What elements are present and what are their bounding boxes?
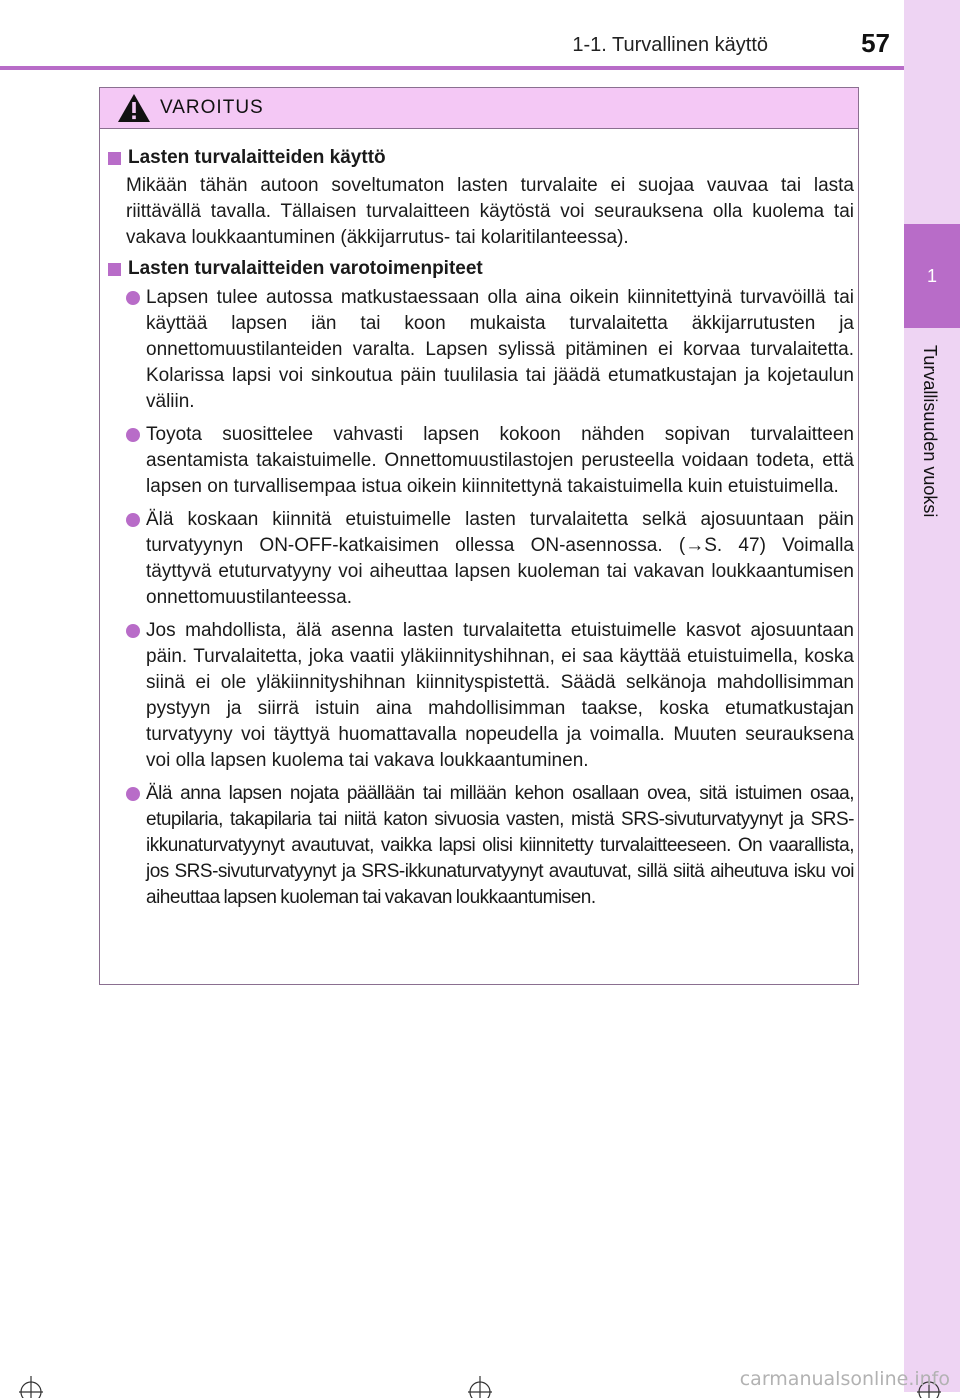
warning-header xyxy=(100,88,858,129)
list-item-text: Lapsen tulee autossa matkustaessaan olla aina oikein kiinnitettyinä turvavöillä tai käyttää lapsen iän tai koon mukaista turvalaitetta äkkijarrutusten ja onnettomuustilanteiden varalta. Lapsen sylissä pitäminen ei korvaa turvalaitetta. Kolarissa lapsi voi sinkoutua päin tuulilasia tai jäädä etumatkustajan ja kojetaulun väliin. xyxy=(146,287,854,412)
crop-mark-icon xyxy=(465,1368,495,1398)
warning-box xyxy=(99,87,859,985)
square-bullet-icon xyxy=(108,152,121,165)
chapter-label: Turvallisuuden vuoksi xyxy=(920,345,940,518)
header-divider xyxy=(0,66,904,70)
page-header-title: 1-1. Turvallinen käyttö xyxy=(572,34,768,56)
list-item xyxy=(106,507,854,611)
list-item xyxy=(106,285,854,415)
round-bullet-icon xyxy=(126,624,140,638)
list-item-text: Älä anna lapsen nojata päällään tai millään kehon osallaan ovea, sitä istuimen osaa, etupilaria, takapilaria tai niitä katon sivuosia vasten, mistä SRS-sivuturvatyynyt ja SRS-ikkunaturvatyynyt avautuvat, vaikka lapsi olisi kiinnitetty turvalaitteeseen. On vaarallista, jos SRS-sivuturvatyynyt ja SRS-ikkunaturvatyynyt avautuvat, sillä siitä aiheutuva isku voi aiheuttaa lapsen kuoleman tai vakavan loukkaantumisen. xyxy=(146,783,854,908)
round-bullet-icon xyxy=(126,787,140,801)
precaution-list xyxy=(106,285,854,911)
page-number: 57 xyxy=(861,28,890,58)
section-heading xyxy=(106,145,854,171)
section-heading xyxy=(106,256,854,282)
warning-title: VAROITUS xyxy=(160,97,264,118)
chapter-side-tab xyxy=(904,0,960,1392)
list-item xyxy=(106,422,854,500)
section-heading-text: Lasten turvalaitteiden käyttö xyxy=(128,147,386,168)
list-item-text: Toyota suosittelee vahvasti lapsen kokoon nähden sopivan turvalaitteen asentamista takaistuimelle. Onnettomuustilastojen perusteella voidaan todeta, että lapsen on turvallisempaa istua oikein kiinnitettynä takaistuimella kuin etuistuimella. xyxy=(146,424,854,497)
square-bullet-icon xyxy=(108,263,121,276)
section-child-seat-use xyxy=(106,145,854,251)
list-item-text: Älä koskaan kiinnitä etuistuimelle lasten turvalaitetta selkä ajosuuntaan päin turvatyynyn ON-OFF-katkaisimen ollessa ON-asennossa. (→S. 47) Voimalla täyttyvä etuturvatyyny voi aiheuttaa lapsen kuoleman tai vakavan loukkaantumisen onnettomuustilanteessa. xyxy=(146,509,854,608)
chapter-number: 1 xyxy=(926,266,937,286)
list-item-text: Jos mahdollista, älä asenna lasten turvalaitetta etuistuimelle kasvot ajosuuntaan päin. Turvalaitetta, joka vaatii yläkiinnityshihnan, ei saa käyttää etuistuimella, koska siinä ei ole yläkiinnityshihnan kiinnityspistettä. Säädä selkänoja mahdollisimman pystyyn ja siirrä istuin aina mahdollisimman taakse, koska etumatkustajan turvatyyny voi täyttyä huomattavalla nopeudella ja voimalla. Muuten seurauksena voi olla lapsen kuolema tai vakava loukkaantuminen. xyxy=(146,620,854,771)
round-bullet-icon xyxy=(126,428,140,442)
round-bullet-icon xyxy=(126,513,140,527)
section-child-seat-precautions xyxy=(106,256,854,918)
list-item xyxy=(106,618,854,774)
section-body-text: Mikään tähän autoon soveltumaton lasten turvalaite ei suojaa vauvaa tai lasta riittävällä tavalla. Tällaisen turvalaitteen käytöstä voi seurauksena olla kuolema tai vakava loukkaantuminen (äkkijarrutus- tai kolaritilanteessa). xyxy=(126,175,854,248)
list-item xyxy=(106,781,854,911)
round-bullet-icon xyxy=(126,291,140,305)
warning-triangle-icon xyxy=(116,92,152,124)
crop-mark-icon xyxy=(16,1368,46,1398)
section-heading-text: Lasten turvalaitteiden varotoimenpiteet xyxy=(128,258,483,279)
watermark: carmanualsonline.info xyxy=(739,1368,950,1390)
